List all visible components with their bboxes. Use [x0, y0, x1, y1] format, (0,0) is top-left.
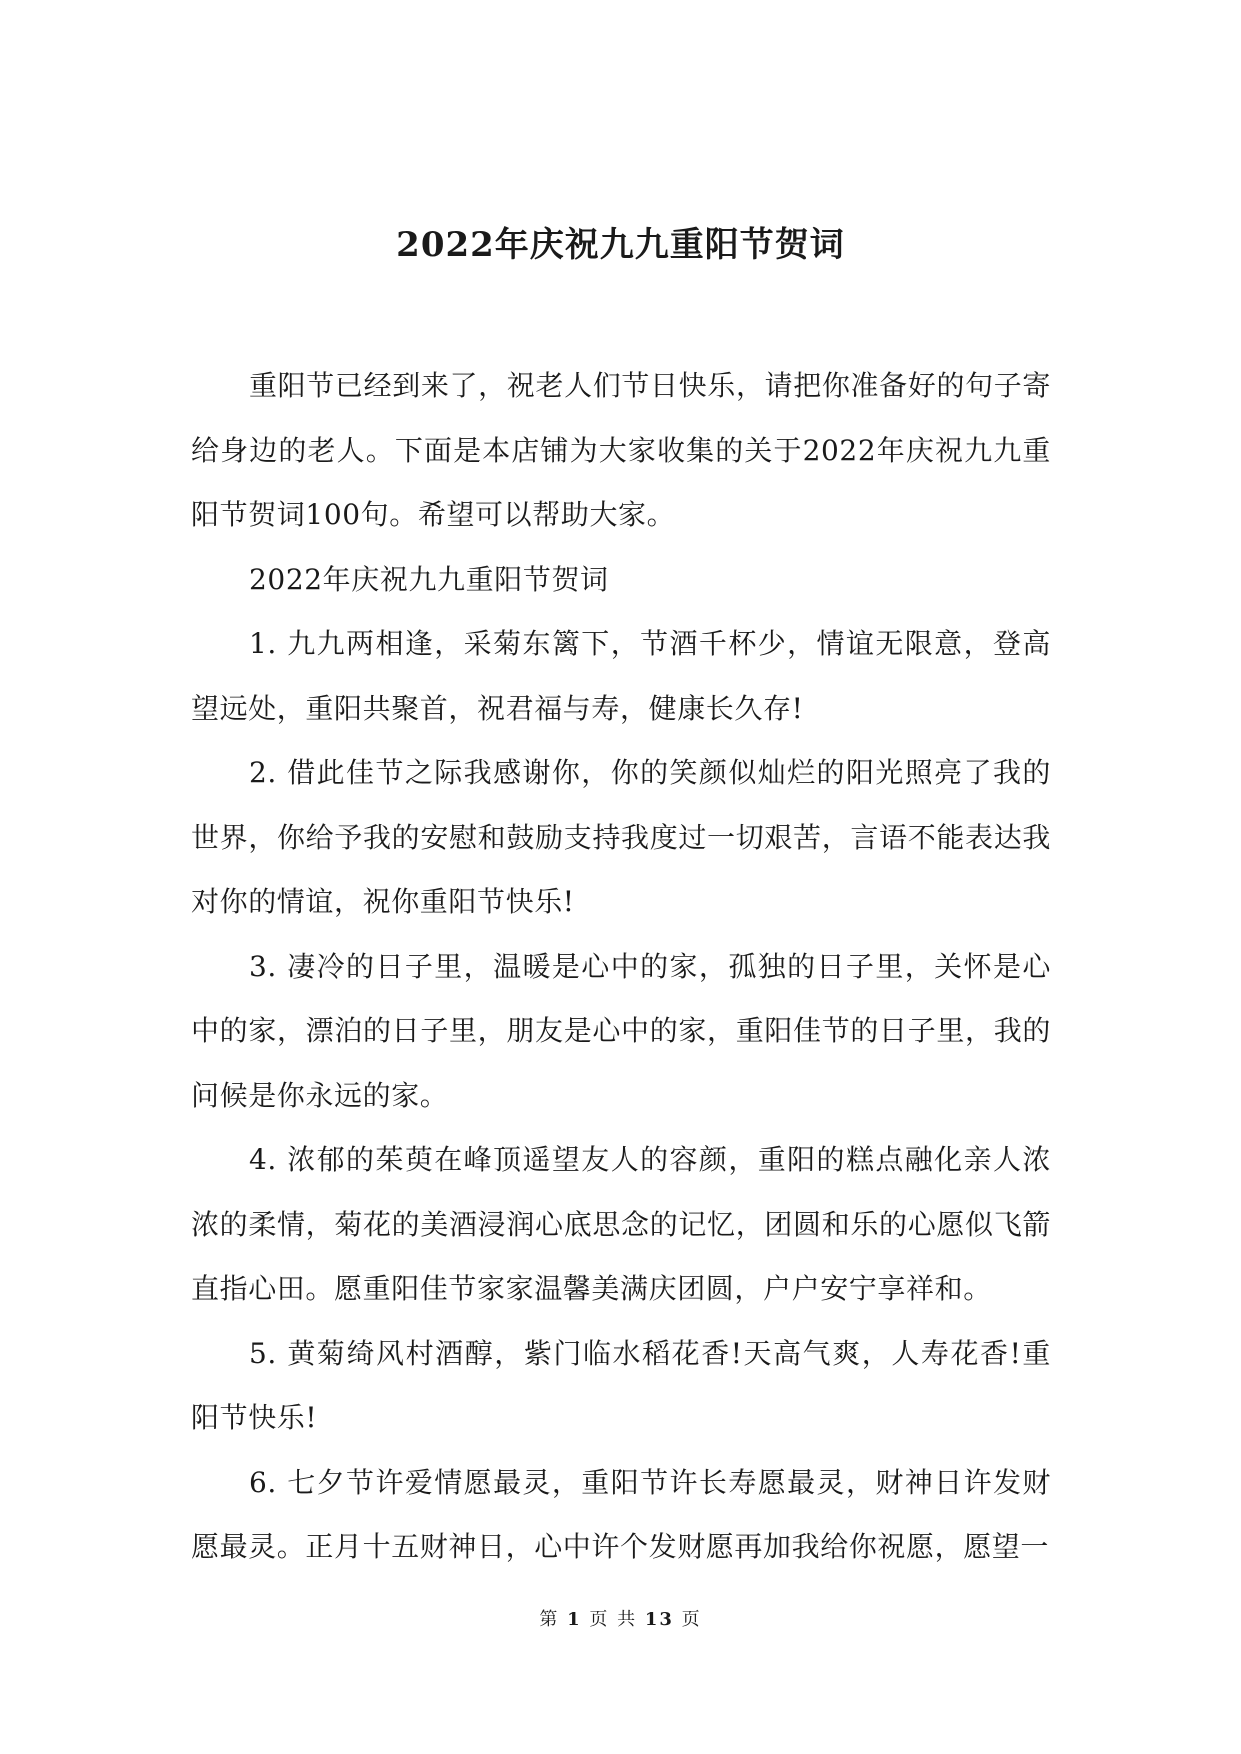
footer-current-page: 1 [567, 1609, 582, 1630]
footer-prefix: 第 [539, 1609, 560, 1630]
document-title: 2022年庆祝九九重阳节贺词 [396, 225, 845, 265]
paragraph-intro: 重阳节已经到来了，祝老人们节日快乐，请把你准备好的句子寄给身边的老人。下面是本店铺为大家收集的关于2022年庆祝九九重阳节贺词100句。希望可以帮助大家。 [191, 369, 1051, 531]
paragraph-item-6: 6. 七夕节许爱情愿最灵，重阳节许长寿愿最灵，财神日许发财愿最灵。正月十五财神日，心中许个发财愿再加我给你祝愿，愿望一 [191, 1465, 1051, 1563]
document-body [191, 354, 1051, 1580]
footer-middle: 页 共 [589, 1609, 638, 1630]
paragraph-item-5: 5. 黄菊绮风村酒醇，紫门临水稻花香!天高气爽，人寿花香!重阳节快乐! [191, 1336, 1051, 1434]
paragraph-item-2: 2. 借此佳节之际我感谢你，你的笑颜似灿烂的阳光照亮了我的世界，你给予我的安慰和鼓励支持我度过一切艰苦，言语不能表达我对你的情谊，祝你重阳节快乐! [191, 756, 1051, 918]
paragraph-item-4: 4. 浓郁的茱萸在峰顶遥望友人的容颜，重阳的糕点融化亲人浓浓的柔情，菊花的美酒浸润心底思念的记忆，团圆和乐的心愿似飞箭直指心田。愿重阳佳节家家温馨美满庆团圆，户户安宁享祥和。 [191, 1143, 1051, 1305]
page-footer [0, 1608, 1241, 1632]
paragraph-item-3: 3. 凄冷的日子里，温暖是心中的家，孤独的日子里，关怀是心中的家，漂泊的日子里，朋友是心中的家，重阳佳节的日子里，我的问候是你永远的家。 [191, 949, 1051, 1112]
footer-total-pages: 13 [644, 1609, 674, 1630]
paragraph-subtitle: 2022年庆祝九九重阳节贺词 [249, 562, 609, 596]
paragraph-item-1: 1. 九九两相逢，采菊东篱下，节酒千杯少，情谊无限意，登高望远处，重阳共聚首，祝君福与寿，健康长久存! [191, 627, 1051, 725]
footer-suffix: 页 [681, 1609, 702, 1630]
